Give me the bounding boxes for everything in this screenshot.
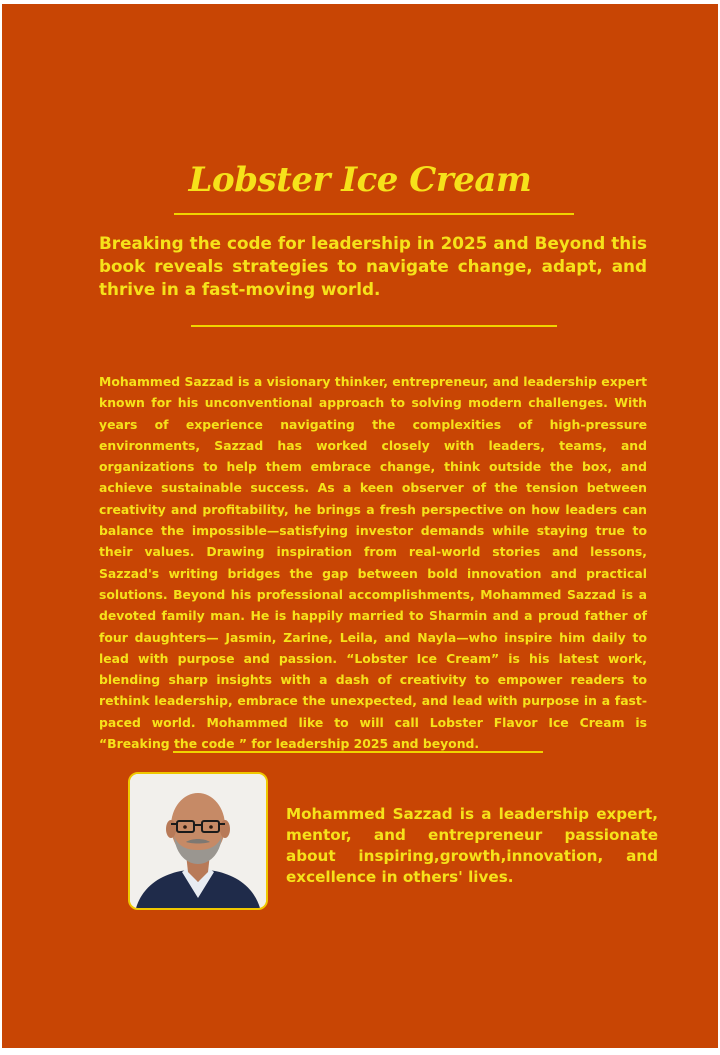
author-blurb: Mohammed Sazzad is a leadership expert, mentor, and entrepreneur passionate about inspiring,growth,innovation, and excellence in others' lives.: [286, 805, 658, 886]
bio-divider: [173, 751, 543, 753]
title-divider: [174, 213, 574, 215]
author-photo: [128, 772, 268, 910]
tagline-divider: [191, 325, 557, 327]
author-portrait-icon: [130, 774, 266, 908]
back-cover: [2, 4, 718, 1048]
book-tagline: Breaking the code for leadership in 2025 and Beyond this book reveals strategies to navigate change, adapt, and thrive in a fast-moving world.: [99, 233, 647, 299]
book-title: Lobster Ice Cream: [188, 160, 532, 200]
author-bio: Mohammed Sazzad is a visionary thinker, entrepreneur, and leadership expert known for his unconventional approach to solving modern challenges. With years of experience navigating the complexities of high-pressure environments, Sazzad has worked closely with leaders, teams, and organizations to help them embrace change, think outside the box, and achieve sustainable success. As a keen observer of the tension between creativity and profitability, he brings a fresh perspective on how leaders can balance the impossible—satisfying investor demands while staying true to their values. Drawing inspiration from real-world stories and lessons, Sazzad's writing bridges the gap between bold innovation and practical solutions. Beyond his professional accomplishments, Mohammed Sazzad is a devoted family man. He is happily married to Sharmin and a proud father of four daughters— Jasmin, Zarine, Leila, and Nayla—who inspire him daily to lead with purpose and passion. “Lobster Ice Cream” is his latest work, blending sharp insights with a dash of creativity to empower readers to rethink leadership, embrace the unexpected, and lead with purpose in a fast-paced world. Mohammed like to will call Lobster Flavor Ice Cream is “Breaking the code ” for leadership 2025 and beyond.: [99, 374, 647, 752]
